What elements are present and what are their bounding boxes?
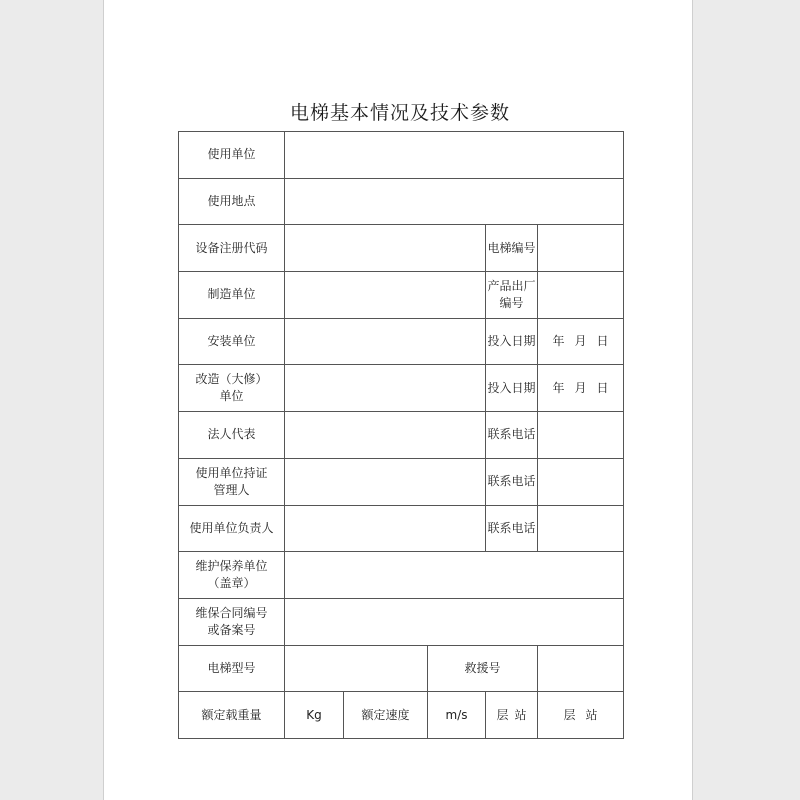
date-day-label: 日 [596,380,609,395]
table-row [179,412,624,459]
label-rescue-no: 救援号 [428,645,538,692]
label-install-unit: 安装单位 [179,318,285,365]
label-contract-no: 维保合同编号 或备案号 [179,598,285,645]
table-row [179,692,624,739]
value-modify-unit[interactable] [285,365,486,412]
label-manufacturer: 制造单位 [179,272,285,319]
value-commission-date-2[interactable] [538,365,624,412]
station-label: 站 [514,707,527,722]
station-label: 站 [585,707,598,722]
table-row [179,178,624,225]
label-commission-date: 投入日期 [486,318,538,365]
elevator-info-table [178,131,624,739]
value-contact-phone[interactable] [538,412,624,459]
label-use-unit: 使用单位 [179,132,285,179]
value-rescue-no[interactable] [538,645,624,692]
label-contact-phone: 联系电话 [486,412,538,459]
page-title: 电梯基本情况及技术参数 [289,102,510,124]
table-row [179,505,624,552]
label-legal-rep: 法人代表 [179,412,285,459]
date-year-label: 年 [552,334,565,349]
value-elevator-no[interactable] [538,225,624,272]
table-row [179,225,624,272]
label-responsible: 使用单位负责人 [179,505,285,552]
value-reg-code[interactable] [285,225,486,272]
label-maint-unit: 维护保养单位 （盖章） [179,552,285,599]
date-month-label: 月 [574,380,587,395]
value-factory-no[interactable] [538,272,624,319]
floor-label: 层 [496,707,509,722]
label-contact-phone-3: 联系电话 [486,505,538,552]
value-contract-no[interactable] [285,598,624,645]
value-manufacturer[interactable] [285,272,486,319]
date-day-label: 日 [596,334,609,349]
label-contact-phone-2: 联系电话 [486,458,538,505]
value-legal-rep[interactable] [285,412,486,459]
date-month-label: 月 [574,334,587,349]
label-commission-date-2: 投入日期 [486,365,538,412]
value-rated-speed[interactable] [428,692,486,739]
value-floors[interactable] [486,692,538,739]
table-row [179,645,624,692]
floor-label: 层 [563,707,576,722]
label-reg-code: 设备注册代码 [179,225,285,272]
label-cert-manager: 使用单位持证 管理人 [179,458,285,505]
value-use-unit[interactable] [285,132,624,179]
label-use-location: 使用地点 [179,178,285,225]
label-elevator-no: 电梯编号 [486,225,538,272]
value-maint-unit[interactable] [285,552,624,599]
value-model[interactable] [285,645,428,692]
table-row [179,598,624,645]
date-year-label: 年 [552,380,565,395]
label-factory-no: 产品出厂编号 [486,272,538,319]
label-modify-unit: 改造（大修） 单位 [179,365,285,412]
value-responsible[interactable] [285,505,486,552]
value-cert-manager[interactable] [285,458,486,505]
label-model: 电梯型号 [179,645,285,692]
value-floors-2[interactable] [538,692,624,739]
table-row [179,318,624,365]
value-use-location[interactable] [285,178,624,225]
label-rated-load: 额定载重量 [179,692,285,739]
unit-kg: Kg [306,707,322,722]
table-row [179,365,624,412]
table-row [179,552,624,599]
unit-ms: m/s [445,707,468,722]
value-install-unit[interactable] [285,318,486,365]
table-row [179,132,624,179]
value-contact-phone-3[interactable] [538,505,624,552]
label-rated-speed: 额定速度 [344,692,428,739]
value-rated-load[interactable] [285,692,344,739]
table-row [179,458,624,505]
value-contact-phone-2[interactable] [538,458,624,505]
value-commission-date[interactable] [538,318,624,365]
table-row [179,272,624,319]
